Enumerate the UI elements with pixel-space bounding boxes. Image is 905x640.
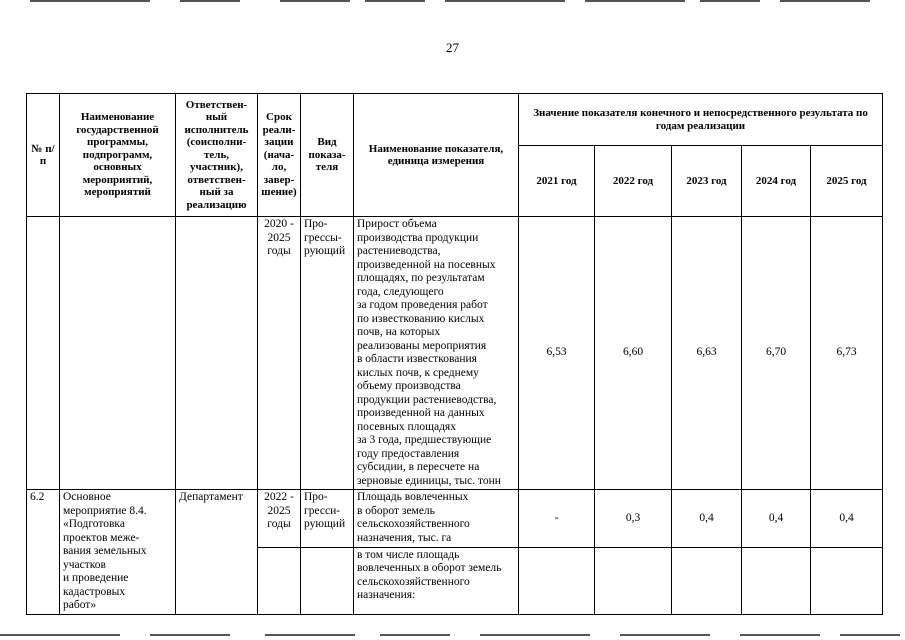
text-line: гресси-	[304, 504, 341, 517]
text-line: годы	[267, 518, 291, 530]
header-year-2024: 2024 год	[742, 146, 811, 217]
text-line: Прирост объема	[357, 218, 437, 230]
page-number: 27	[446, 40, 459, 55]
text-line: году предоставления	[357, 447, 460, 460]
text-line: рующий	[304, 245, 346, 257]
text-line: объему производства	[357, 380, 461, 392]
text-line: зерновые единицы, тыс. тонн	[357, 474, 501, 487]
row2-value-2023: 0,4	[672, 490, 742, 548]
text-line: производства продукции	[357, 231, 479, 244]
text-line: в оборот земель	[357, 504, 435, 517]
text-line: и проведение	[63, 572, 129, 584]
text-line: Про-	[304, 218, 328, 230]
text-line: участков	[63, 558, 106, 571]
text-line: годы	[267, 245, 291, 257]
row2-value-2022: 0,3	[595, 490, 672, 548]
text-line: вания земельных	[63, 545, 147, 557]
header-program: Наименование государственной программы, подпрограмм, основных мероприятий, мероприятий	[60, 94, 176, 217]
row2-value-2024: 0,4	[742, 490, 811, 548]
text-line: в области известкования	[357, 353, 477, 365]
row1-value-2024: 6,70	[742, 217, 811, 490]
text-line: 2020 -	[264, 218, 294, 230]
text-line: Основное	[63, 491, 111, 503]
header-executor: Ответствен-ный исполнитель (соисполни-тель, участник), ответствен-ный за реализацию	[176, 94, 258, 217]
text-line: за 3 года, предшествующие	[357, 434, 492, 446]
row3-kind	[301, 547, 354, 614]
row2-value-2021: -	[519, 490, 595, 548]
row2-num: 6.2	[27, 490, 60, 615]
text-line: за годом проведения работ	[357, 299, 488, 311]
text-line: рующий	[304, 518, 346, 530]
text-line: сельскохозяйственного	[357, 518, 470, 530]
table-row	[27, 490, 883, 548]
text-line: вовлеченных в оборот земель	[357, 562, 502, 575]
text-line: года, следующего	[357, 285, 444, 298]
row1-value-2021: 6,53	[519, 217, 595, 490]
top-scan-rule	[0, 0, 905, 3]
header-values-group: Значение показателя конечного и непосредственного результата по годам реализации	[519, 94, 883, 146]
table-row	[27, 217, 883, 490]
text-line: Про-	[304, 491, 328, 503]
indicators-table	[26, 93, 883, 615]
row3-indicator	[354, 547, 519, 614]
row1-term	[258, 217, 301, 490]
header-indicator: Наименование показателя, единица измерения	[354, 94, 519, 217]
text-line: в том числе площадь	[357, 548, 460, 561]
text-line: «Подготовка	[63, 518, 125, 530]
row3-value-2023	[672, 547, 742, 614]
header-year-2025: 2025 год	[811, 146, 883, 217]
bottom-scan-rule	[0, 634, 905, 637]
text-line: кадастровых	[63, 585, 126, 598]
row2-executor: Департамент	[176, 490, 258, 615]
text-line: проектов меже-	[63, 531, 140, 544]
text-line: кислых почв, к среднему	[357, 366, 479, 379]
row1-executor	[176, 217, 258, 490]
text-line: 2022 -	[264, 491, 294, 503]
header-year-2021: 2021 год	[519, 146, 595, 217]
row3-value-2022	[595, 547, 672, 614]
row3-value-2025	[811, 547, 883, 614]
text-line: сельскохозяйственного	[357, 575, 470, 588]
text-line: произведенной на данных	[357, 407, 485, 419]
text-line: работ»	[63, 599, 97, 611]
row1-program	[60, 217, 176, 490]
text-line: субсидии, в пересчете на	[357, 461, 480, 473]
text-line: назначения, тыс. га	[357, 531, 452, 544]
text-line: 2025	[267, 504, 291, 517]
header-row-1	[27, 94, 883, 146]
row3-value-2024	[742, 547, 811, 614]
row1-num	[27, 217, 60, 490]
header-year-2023: 2023 год	[672, 146, 742, 217]
row1-value-2023: 6,63	[672, 217, 742, 490]
text-line: продукции растениеводства,	[357, 393, 497, 406]
row1-kind	[301, 217, 354, 490]
row3-value-2021	[519, 547, 595, 614]
header-term: Срок реали-зации (нача-ло, завер-шение)	[258, 94, 301, 217]
row2-program	[60, 490, 176, 615]
row2-value-2025: 0,4	[811, 490, 883, 548]
text-line: Площадь вовлеченных	[357, 491, 469, 503]
row1-value-2025: 6,73	[811, 217, 883, 490]
text-line: реализованы мероприятия	[357, 339, 487, 352]
text-line: мероприятие 8.4.	[63, 504, 147, 517]
row2-kind	[301, 490, 354, 548]
text-line: растениеводства,	[357, 245, 441, 257]
header-num: № п/п	[27, 94, 60, 217]
row3-term	[258, 547, 301, 614]
text-line: назначения:	[357, 589, 416, 602]
row2-indicator	[354, 490, 519, 548]
text-line: почв, на которых	[357, 326, 441, 338]
text-line: посевных площадях	[357, 420, 456, 433]
text-line: по известкованию кислых	[357, 312, 485, 325]
header-kind: Вид показа-теля	[301, 94, 354, 217]
text-line: 2025	[267, 231, 291, 244]
header-year-2022: 2022 год	[595, 146, 672, 217]
row1-value-2022: 6,60	[595, 217, 672, 490]
text-line: грессы-	[304, 231, 342, 244]
row1-indicator	[354, 217, 519, 490]
text-line: произведенной на посевных	[357, 258, 496, 271]
row2-term	[258, 490, 301, 548]
text-line: площадях, по результатам	[357, 272, 485, 284]
